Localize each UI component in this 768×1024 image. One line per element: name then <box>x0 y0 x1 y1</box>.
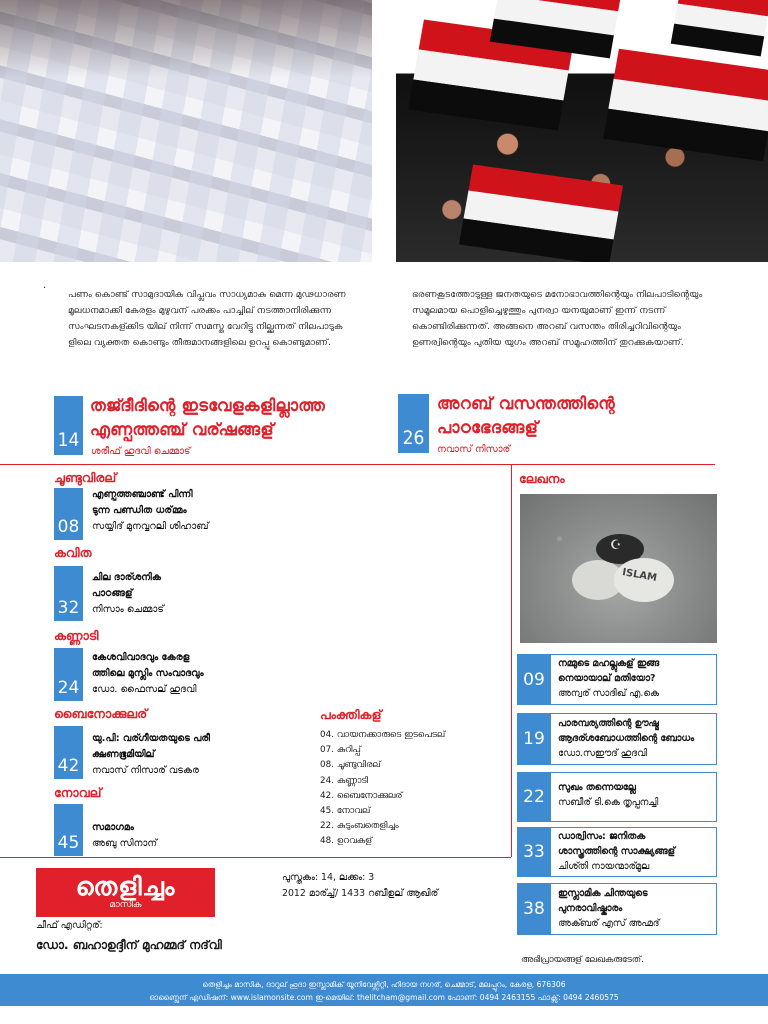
item-page-number: 42 <box>54 726 83 779</box>
item-page-number: 32 <box>54 566 83 621</box>
footer-address: തെളിച്ചം മാസിക, ദാറുല് ഹുദാ ഇസ്ലാമിക് യൂനിവേഴ്സിറ്റി, ഹിദായ നഗര്, ചെമ്മാട്, മലപ്പുറം, കേരള, 676306 <box>202 980 566 989</box>
item-title-line: കേശവിവാദവും കേരള <box>92 652 190 663</box>
section-heading: നോവല് <box>54 785 102 800</box>
feature-title-line1[interactable]: അറബ് വസന്തത്തിന്റെ <box>437 394 615 413</box>
item-title-line: ത്തിലെ മുസ്ലിം സംവാദവും <box>92 668 204 679</box>
item-page-number: 24 <box>54 648 83 701</box>
essay-item[interactable] <box>558 656 659 701</box>
column-divider <box>511 464 512 857</box>
feature-page-number: 14 <box>54 396 83 455</box>
logo-subtitle: മാസിക <box>109 900 142 910</box>
feature-title-line1[interactable]: തജ്ദീദിന്റെ ഇടവേളകളില്ലാത്ത <box>90 396 326 415</box>
section-heading: ചൂണ്ടുവിരല് <box>54 470 117 485</box>
feature-page-number: 26 <box>398 394 429 453</box>
essay-item[interactable] <box>558 716 694 761</box>
list-item[interactable]: 22. കുടുംബതെളിച്ചം <box>320 821 399 832</box>
item-author: അന്വര് സാദിഖ് എ.കെ <box>558 688 659 699</box>
item-page-number: 45 <box>54 804 83 856</box>
list-item[interactable]: 42. ബൈനോക്കുലര് <box>320 790 403 801</box>
logo-title: തെളിച്ചം <box>75 872 176 901</box>
list-item[interactable]: 04. വായനക്കാരുടെ ഇടപെടല് <box>320 730 446 740</box>
item-author: ചിശ്തി നായന്മാര്മൂല <box>558 861 650 872</box>
stone-label: ISLAM <box>621 567 658 584</box>
item-title-line: എണ്പത്തഞ്ചാണ്ട് പിന്നി <box>92 489 193 500</box>
feature-author: ശരീഫ് ഹുദവി ചെമ്മാട് <box>91 446 191 457</box>
bullet-dot: · <box>43 283 47 294</box>
item-text[interactable] <box>92 570 164 618</box>
prayer-photo <box>0 0 372 262</box>
essay-item[interactable] <box>558 829 675 874</box>
essay-item[interactable] <box>558 886 659 931</box>
columns-heading: പംക്തികള് <box>320 707 382 722</box>
item-title-line: യു.പി: വര്ഗീയതയുടെ പരീ <box>92 733 211 744</box>
item-title-line: നമ്മുടെ മഹല്ലുകള് ഇങ്ങ <box>558 658 660 669</box>
list-item[interactable]: 24. കണ്ണാടി <box>320 775 369 786</box>
list-item[interactable]: 08. ചൂണ്ടുവിരല് <box>320 760 381 771</box>
item-author: ഡോ.സഈദ് ഹുദവി <box>558 748 648 759</box>
item-page-number: 08 <box>54 488 83 540</box>
editor-name: ഡോ. ബഹാഉദ്ദീന് മുഹമ്മദ് നദ്‌വി <box>36 938 222 952</box>
columns-list <box>320 728 445 850</box>
footer-contact[interactable]: ഓണ്ലൈന് എഡിഷന്: www.islamonsite.com ഇ-മെയില്: thelitcham@gmail.com ഫോണ്: 0494 2463155 ഫാക്സ്: 0494 2460575 <box>149 993 619 1002</box>
item-text[interactable] <box>92 820 157 852</box>
section-divider <box>0 464 715 465</box>
item-title-line: ടുന്ന പണ്ഡിത ധര്മ്മം <box>92 505 187 516</box>
essay-heading: ലേഖനം <box>519 471 565 486</box>
item-title-line: ഇസ്ലാമിക ചിന്തയുടെ <box>558 888 648 899</box>
item-author: നിസാം ചെമ്മാട് <box>92 604 164 615</box>
list-item[interactable]: 07. കുറിപ്പ് <box>320 745 361 756</box>
essay-item[interactable] <box>558 780 658 810</box>
item-title-line: ഡാര്വിസം: ജനിതക <box>558 831 646 842</box>
item-title-line: നെയായാല് മതിയോ? <box>558 673 656 684</box>
crescent-icon: ☪ <box>610 538 622 553</box>
list-item[interactable]: 45. നോവല് <box>320 806 371 817</box>
feature-author: നവാസ് നിസാര് <box>437 444 511 455</box>
item-author: നവാസ് നിസാര് വടകര <box>92 765 200 776</box>
item-title-line: ആദര്ശബോധത്തിന്റെ ബോധം <box>558 733 694 744</box>
footer-strip <box>0 1006 768 1024</box>
item-title-line: പുനരാവിഷ്കാരം <box>558 903 623 914</box>
footer-bar <box>0 974 768 1006</box>
magazine-logo <box>36 868 215 917</box>
item-title-line: ശാസ്ത്രത്തിന്റെ സാക്ഷ്യങ്ങള് <box>558 846 675 857</box>
item-author: അബു സിനാന് <box>92 838 158 849</box>
caption-left: പണം കൊണ്ട് സാമുദായിക വിപ്ലവം സാധ്യമാകു മെന്ന മുഢധാരണ മൂലധനമാക്കി കേരളം മുഴുവന് പരക്കം പാച്ചില് നടത്താനിരിക്കുന്ന സംഘടനകള്ക്കിട യില് നിന്ന് സമസ്ത വേറിട്ടു നില്ക്കുന്നത് നിലപാടുക ളിലെ വ്യക്തത കൊണ്ടും തീരുമാനങ്ങളിലെ ഉറപ്പു കൊണ്ടുമാണ്. <box>68 289 346 348</box>
section-heading: ബൈനോക്കുലര് <box>54 706 148 721</box>
section-divider <box>0 857 511 858</box>
item-text[interactable] <box>92 650 204 698</box>
item-page-number: 22 <box>517 772 551 822</box>
issue-volume: പുസ്തകം: 14, ലക്കം: 3 <box>282 872 375 883</box>
list-item[interactable]: 48. ഉറവകള് <box>320 836 373 847</box>
caption-right: ഭരണകൂടത്തോടുള്ള ജനതയുടെ മനോഭാവത്തിന്റെയും നിലപാടിന്റെയും സമൂലമായ പൊളിച്ചെഴുത്തും പുനര്വാ യനയുമാണ് ഇന്ന് നടന്ന് കൊണ്ടിരിക്കുന്നത്. അങ്ങനെ അറബ് വസന്തം തിരിച്ചറിവിന്റെയും ഉണര്വിന്റെയും പുതിയ യുഗം അറബ് സമൂഹത്തിന് തുറക്കുകയാണ്. <box>412 289 703 348</box>
section-heading: കണ്ണാടി <box>54 628 99 643</box>
item-page-number: 33 <box>517 827 551 877</box>
protest-photo <box>396 0 768 262</box>
section-heading: കവിത <box>54 545 92 560</box>
issue-date: 2012 മാര്ച്ച്/ 1433 റബീഉല് ആഖിര് <box>282 888 439 899</box>
item-author: സയ്യിദ് മുനവ്വറലി ശിഹാബ് <box>92 521 209 532</box>
feature-title-line2[interactable]: എണ്പത്തഞ്ച് വര്ഷങ്ങള് <box>90 420 274 439</box>
item-title-line: ചില ദാര്ശനിക <box>92 572 162 583</box>
item-author: ഡോ. ഫൈസല് ഹുദവി <box>92 684 197 695</box>
flag-shape <box>671 0 768 56</box>
feature-title-line2[interactable]: പാഠഭേദങ്ങള് <box>437 418 539 437</box>
item-author: അക്ബര് എസ് അഹ്മദ് <box>558 918 660 929</box>
item-author: സബീര് ടി.കെ തൃപ്പനച്ചി <box>558 797 659 808</box>
item-title-line: ക്ഷണഭൂമിയില് <box>92 749 155 760</box>
item-text[interactable] <box>92 487 209 535</box>
item-page-number: 38 <box>517 883 551 935</box>
stones-photo <box>520 494 717 643</box>
item-title-line: സുഖം തന്നെയല്ലേ <box>558 782 636 793</box>
item-text[interactable] <box>92 731 210 779</box>
disclaimer: അഭിപ്രായങ്ങള് ലേഖകരുടേത്. <box>521 955 644 965</box>
item-page-number: 09 <box>517 654 551 705</box>
flag-shape <box>603 49 768 161</box>
item-page-number: 19 <box>517 713 551 765</box>
flag-shape <box>459 164 623 262</box>
item-title-line: സമാഗമം <box>92 822 134 833</box>
editor-label: ചീഫ് എഡിറ്റര്: <box>36 920 103 931</box>
item-title-line: പാഠങ്ങള് <box>92 588 133 599</box>
item-title-line: പാരമ്പര്യത്തിന്റെ ഊഷ്മ <box>558 718 659 729</box>
